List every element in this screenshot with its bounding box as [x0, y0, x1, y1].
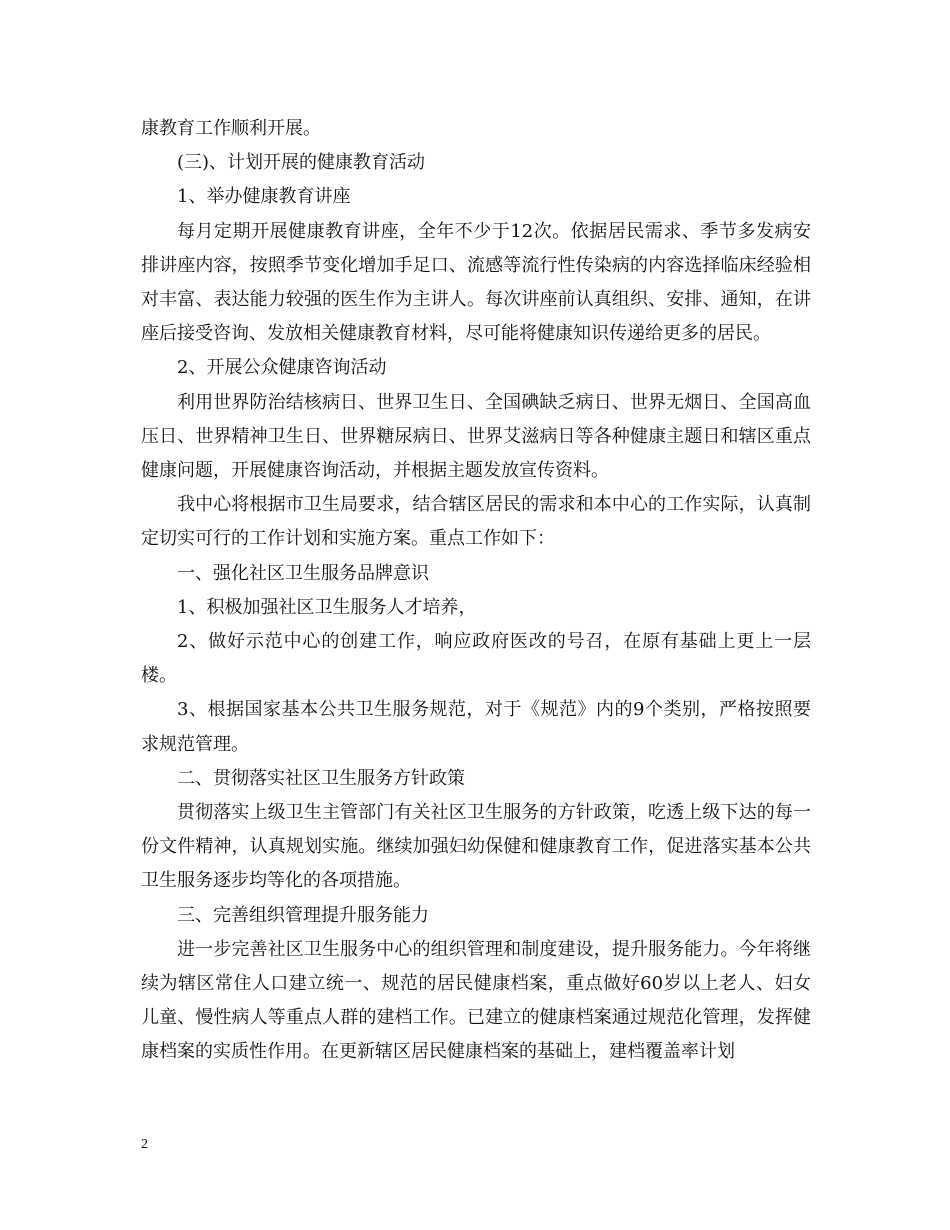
paragraph-consultation: 利用世界防治结核病日、世界卫生日、全国碘缺乏病日、世界无烟日、全国高血压日、世界精神卫生日、世界糖尿病日、世界艾滋病日等各种健康主题日和辖区重点健康问题，开展健康咨询活动，并根据主题发放宣传资料。: [141, 391, 811, 482]
item-talent-training: 1、积极加强社区卫生服务人才培养，: [177, 596, 477, 618]
section-heading-3: (三)、计划开展的健康教育活动: [177, 152, 426, 174]
heading-organization: 三、完善组织管理提升服务能力: [177, 904, 429, 926]
paragraph-0: 康教育工作顺利开展。: [141, 118, 321, 139]
heading-policy: 二、贯彻落实社区卫生服务方针政策: [177, 767, 465, 789]
page-number: 2: [141, 1137, 148, 1152]
item-demo-center: 2、做好示范中心的创建工作，响应政府医改的号召，在原有基础上更上一层楼。: [141, 631, 811, 687]
subheading-consultation: 2、开展公众健康咨询活动: [177, 357, 387, 379]
paragraph-lectures: 每月定期开展健康教育讲座，全年不少于12次。依据居民需求、季节多发病安排讲座内容，按照季节变化增加手足口、流感等流行性传染病的内容选择临床经验相对丰富、表达能力较强的医生作为主讲人。每次讲座前认真组织、安排、通知，在讲座后接受咨询、发放相关健康教育材料，尽可能将健康知识传递给更多的居民。: [141, 220, 811, 345]
heading-brand-awareness: 一、强化社区卫生服务品牌意识: [177, 562, 429, 584]
paragraph-organization: 进一步完善社区卫生服务中心的组织管理和制度建设，提升服务能力。今年将继续为辖区常住人口建立统一、规范的居民健康档案，重点做好60岁以上老人、妇女儿童、慢性病人等重点人群的建档工作。已建立的健康档案通过规范化管理，发挥健康档案的实质性作用。在更新辖区居民健康档案的基础上，建档覆盖率计划: [141, 938, 811, 1063]
paragraph-policy: 贯彻落实上级卫生主管部门有关社区卫生服务的方针政策，吃透上级下达的每一份文件精神，认真规划实施。继续加强妇幼保健和健康教育工作，促进落实基本公共卫生服务逐步均等化的各项措施。: [141, 802, 811, 892]
subheading-lectures: 1、举办健康教育讲座: [177, 186, 351, 208]
item-standards: 3、根据国家基本公共卫生服务规范，对于《规范》内的9个类别，严格按照要求规范管理。: [141, 699, 811, 755]
paragraph-plan-intro: 我中心将根据市卫生局要求，结合辖区居民的需求和本中心的工作实际，认真制定切实可行的工作计划和实施方案。重点工作如下：: [141, 494, 811, 550]
document-body: [141, 112, 811, 1070]
